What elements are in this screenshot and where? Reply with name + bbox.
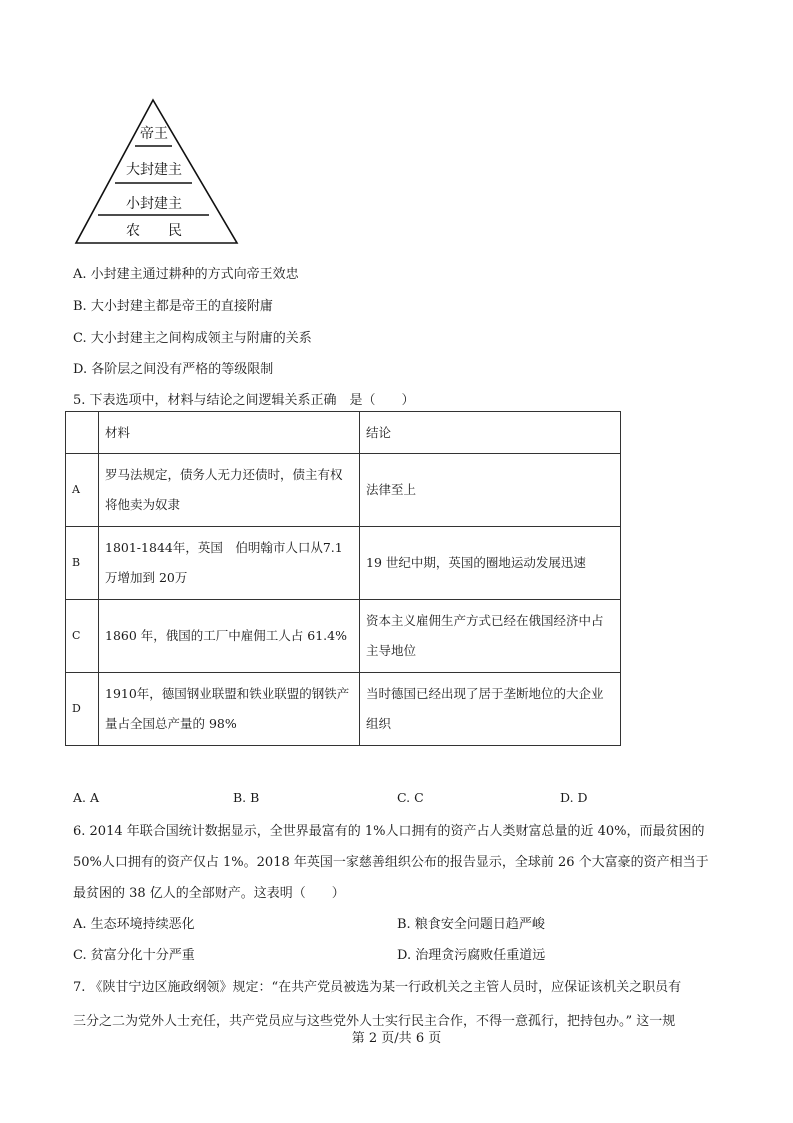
row-letter: C — [66, 600, 99, 673]
table-row — [66, 673, 621, 746]
q5-answer-b: B. B — [233, 790, 260, 805]
row-conclusion: 法律至上 — [360, 454, 621, 527]
pyramid-level-3: 小封建主 — [126, 196, 182, 212]
table-header-material: 材料 — [99, 412, 360, 454]
row-conclusion: 资本主义雇佣生产方式已经在俄国经济中占主导地位 — [360, 600, 621, 673]
q5-stem: 5. 下表选项中，材料与结论之间逻辑关系正确 是（ ） — [73, 393, 415, 408]
q6-stem-line-1: 6. 2014 年联合国统计数据显示，全世界最富有的 1%人口拥有的资产占人类财富总量的近 40%，而最贫困的 — [73, 824, 705, 839]
q4-option-a: A. 小封建主通过耕种的方式向帝王效忠 — [73, 267, 299, 282]
row-conclusion: 19 世纪中期，英国的圈地运动发展迅速 — [360, 527, 621, 600]
q4-option-b: B. 大小封建主都是帝王的直接附庸 — [73, 299, 273, 314]
row-letter: A — [66, 454, 99, 527]
q7-stem-line-2: 三分之二为党外人士充任，共产党员应与这些党外人士实行民主合作，不得一意孤行，把持包办。” 这一规 — [73, 1014, 676, 1029]
row-letter: B — [66, 527, 99, 600]
row-conclusion: 当时德国已经出现了居于垄断地位的大企业组织 — [360, 673, 621, 746]
q6-stem-line-3: 最贫困的 38 亿人的全部财产。这表明（ ） — [73, 886, 345, 901]
q5-material-table — [65, 411, 621, 746]
q4-option-c: C. 大小封建主之间构成领主与附庸的关系 — [73, 331, 312, 346]
q7-stem-line-1: 7. 《陕甘宁边区施政纲领》规定：“在共产党员被选为某一行政机关之主管人员时，应保证该机关之职员有 — [73, 980, 682, 995]
table-header-conclusion: 结论 — [360, 412, 621, 454]
q6-stem-line-2: 50%人口拥有的资产仅占 1%。2018 年英国一家慈善组织公布的报告显示，全球前 26 个大富豪的资产相当于 — [73, 855, 709, 870]
pyramid-level-1: 帝王 — [140, 126, 168, 142]
table-row — [66, 527, 621, 600]
row-material: 1860 年，俄国的工厂中雇佣工人占 61.4% — [99, 600, 360, 673]
table-row — [66, 600, 621, 673]
q4-option-d: D. 各阶层之间没有严格的等级限制 — [73, 362, 274, 377]
row-letter: D — [66, 673, 99, 746]
row-material: 1910年，德国钢业联盟和铁业联盟的钢铁产量占全国总产量的 98% — [99, 673, 360, 746]
q5-answer-c: C. C — [397, 790, 424, 805]
row-material: 罗马法规定，债务人无力还债时，债主有权将他卖为奴隶 — [99, 454, 360, 527]
pyramid-level-2: 大封建主 — [126, 162, 182, 178]
q6-option-d: D. 治理贪污腐败任重道远 — [397, 948, 546, 963]
pyramid-level-4: 农 民 — [126, 223, 182, 239]
q6-option-b: B. 粮食安全问题日趋严峻 — [397, 917, 545, 932]
q5-answer-a: A. A — [73, 790, 100, 805]
q6-option-a: A. 生态环境持续恶化 — [73, 917, 195, 932]
table-row — [66, 454, 621, 527]
table-header-row — [66, 412, 621, 454]
hierarchy-pyramid-diagram — [74, 98, 240, 246]
page-footer: 第 2 页/共 6 页 — [351, 1031, 442, 1046]
table-header-blank — [66, 412, 99, 454]
q6-option-c: C. 贫富分化十分严重 — [73, 948, 195, 963]
q5-answer-d: D. D — [560, 790, 588, 805]
row-material: 1801-1844年，英国 伯明翰市人口从7.1万增加到 20万 — [99, 527, 360, 600]
